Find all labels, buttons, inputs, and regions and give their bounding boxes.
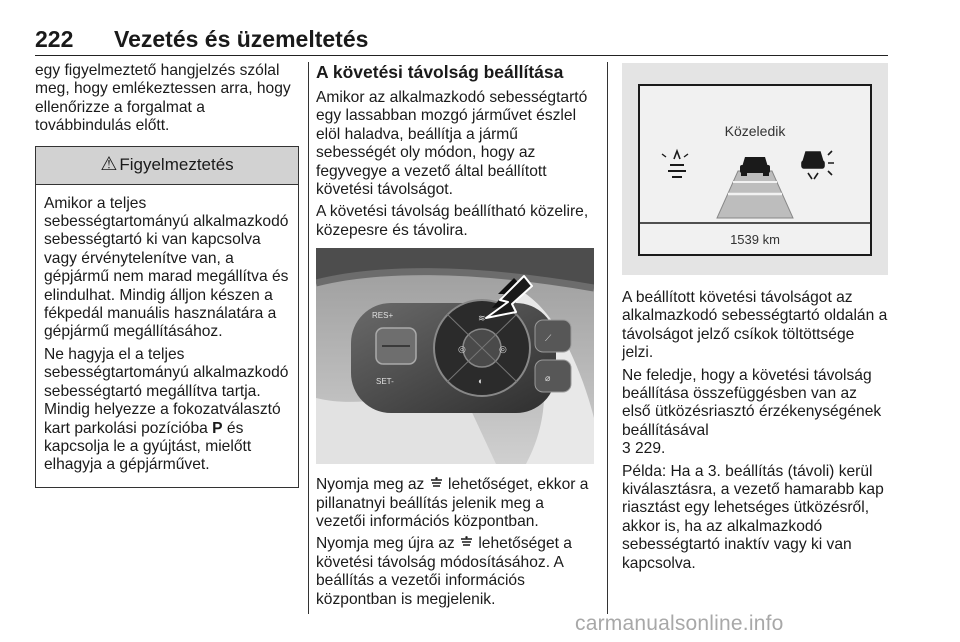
- paragraph-6: Ne feledje, hogy a követési távolság beállítása összefüggésben van az első ütközésriasztó érzékenységének beállításával 3 229.: [622, 366, 882, 458]
- section-heading: A követési távolság beállítása: [316, 62, 564, 82]
- cancel-icon: ⌀: [545, 373, 551, 384]
- column-divider-1: [308, 62, 309, 614]
- driver-info-display-figure: [622, 63, 888, 275]
- page-reference: 3 229.: [622, 440, 666, 458]
- page-header: [35, 26, 888, 56]
- warning-icon: ⚠: [100, 153, 118, 175]
- follow-distance-icon: [459, 536, 474, 549]
- paragraph-2: A követési távolság beállítható közelire, közepesre és távolira.: [316, 203, 589, 239]
- paragraph-5: A beállított követési távolságot az alkalmazkodó sebességtartó oldalán a távolságot jelző csíkok töltöttsége jelzi.: [622, 289, 888, 362]
- steering-wheel-figure: [316, 248, 594, 464]
- speed-limit-icon: ◐: [478, 376, 484, 387]
- driver-info-display-illustration: [622, 63, 888, 275]
- odometer-readout: 1539 km: [730, 232, 780, 247]
- display-status-label: Közeledik: [724, 123, 786, 139]
- column-right: [622, 62, 888, 577]
- warning-paragraph-1: Amikor a teljes sebességtartományú alkalmazkodó sebességtartó ki van kapcsolva vagy érvénytelenítve van, a gépjármű nem marad megállítva és elindulhat. Mindig álljon készen a fékpedál manuális használatára a gépjármű megállításához.: [44, 194, 289, 341]
- warning-body: [36, 185, 298, 487]
- follow-distance-icon: [429, 477, 444, 490]
- paragraph-1: Amikor az alkalmazkodó sebességtartó egy lassabban mozgó járművet észlel elöl haladva, beállítja a jármű sebességét oly módon, hogy az fegyvegye a vezető által beállított követési távolságot.: [316, 89, 588, 199]
- set-label: SET-: [376, 377, 394, 387]
- distance-icon: ≋: [478, 313, 486, 324]
- steering-wheel-illustration: [316, 248, 594, 464]
- cruise-icon-right: ◎: [499, 344, 507, 355]
- park-position-label: P: [212, 419, 223, 437]
- paragraph-3: Nyomja meg az lehetőséget, ekkor a pillanatnyi beállítás jelenik meg a vezetői információs központban.: [316, 476, 589, 531]
- warning-box: [35, 146, 299, 488]
- page-number: 222: [35, 26, 74, 52]
- watermark: carmanualsonline.info: [575, 612, 784, 635]
- page-title: Vezetés és üzemeltetés: [114, 26, 369, 52]
- paragraph-4: Nyomja meg újra az lehetőséget a követési távolság módosításához. A beállítás a vezetői információs központban is megjelenik.: [316, 535, 572, 608]
- lane-icon: ⟋: [545, 333, 552, 344]
- cruise-icon-left: ◎: [458, 344, 466, 355]
- warning-paragraph-2: Ne hagyja el a teljes sebességtartományú alkalmazkodó sebességtartó megállítva tartja. Mindig helyezze a fokozatválasztó kart parkolási pozícióba P és kapcsolja le a gyújtást, mielőtt elhagyja a gépjárművet.: [44, 345, 289, 474]
- intro-paragraph: egy figyelmeztető hangjelzés szólal meg, hogy emlékeztessen arra, hogy ellenőrizze a forgalmat a továbbindulás előtt.: [35, 62, 291, 135]
- warning-title: Figyelmeztetés: [119, 154, 234, 174]
- paragraph-7: Példa: Ha a 3. beállítás (távoli) kerül kiválasztásra, a vezető hamarabb kap riasztást egy lehetséges ütközésről, akkor is, ha az alkalmazkodó sebességtartó inaktív vagy ki van kapcsolva.: [622, 462, 884, 572]
- column-divider-2: [607, 62, 608, 614]
- column-left: [35, 62, 299, 488]
- res-label: RES+: [372, 311, 394, 321]
- column-middle: [316, 62, 594, 613]
- warning-header: [36, 147, 298, 185]
